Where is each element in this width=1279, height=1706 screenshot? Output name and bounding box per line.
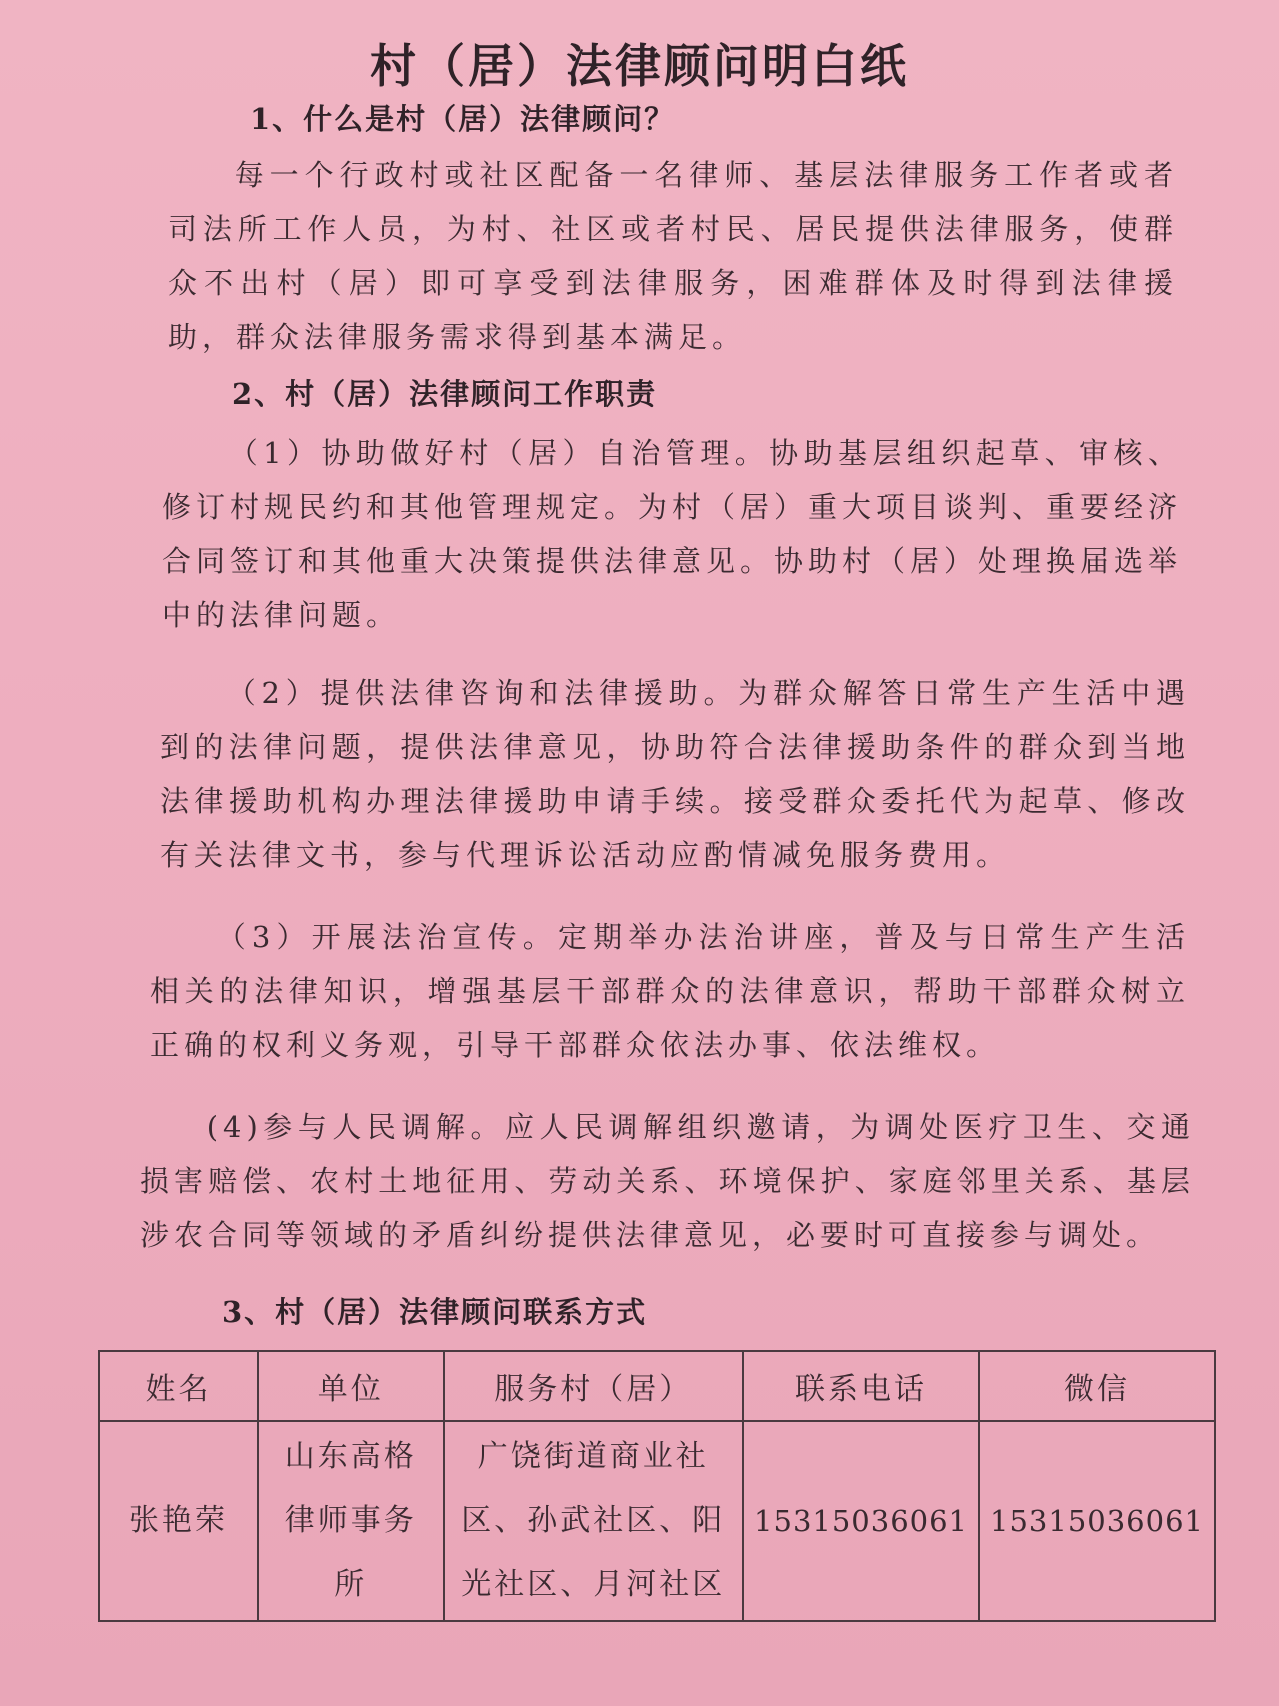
cell-name: 张艳荣 bbox=[99, 1421, 258, 1621]
contact-table bbox=[98, 1350, 1216, 1622]
column-header-phone: 联系电话 bbox=[743, 1351, 979, 1421]
cell-unit: 山东高格律师事务所 bbox=[258, 1421, 444, 1621]
column-header-wechat: 微信 bbox=[979, 1351, 1215, 1421]
paragraph-definition: 每一个行政村或社区配备一名律师、基层法律服务工作者或者司法所工作人员，为村、社区或者村民、居民提供法律服务，使群众不出村（居）即可享受到法律服务，困难群体及时得到法律援助，群众法律服务需求得到基本满足。 bbox=[168, 158, 1178, 354]
cell-service-area: 广饶街道商业社区、孙武社区、阳光社区、月河社区 bbox=[444, 1421, 744, 1621]
paragraph-duty-3: （3）开展法治宣传。定期举办法治讲座，普及与日常生产生活相关的法律知识，增强基层干部群众的法律意识，帮助干部群众树立正确的权利义务观，引导干部群众依法办事、依法维权。 bbox=[150, 920, 1190, 1062]
document-title: 村（居）法律顾问明白纸 bbox=[370, 39, 909, 93]
paragraph-duty-1: （1）协助做好村（居）自治管理。协助基层组织起草、审核、修订村规民约和其他管理规定。为村（居）重大项目谈判、重要经济合同签订和其他重大决策提供法律意见。协助村（居）处理换届选举中的法律问题。 bbox=[162, 436, 1183, 632]
paragraph-duty-2: （2）提供法律咨询和法律援助。为群众解答日常生产生活中遇到的法律问题，提供法律意见，协助符合法律援助条件的群众到当地法律援助机构办理法律援助申请手续。接受群众委托代为起草、修改有关法律文书，参与代理诉讼活动应酌情减免服务费用。 bbox=[160, 676, 1190, 872]
paragraph-duty-4: (4)参与人民调解。应人民调解组织邀请，为调处医疗卫生、交通损害赔偿、农村土地征用、劳动关系、环境保护、家庭邻里关系、基层涉农合同等领域的矛盾纠纷提供法律意见，必要时可直接参与调处。 bbox=[140, 1110, 1195, 1252]
section-heading-what-is: 1、什么是村（居）法律顾问？ bbox=[250, 102, 676, 136]
table-row bbox=[99, 1421, 1215, 1621]
table-header-row bbox=[99, 1351, 1215, 1421]
column-header-name: 姓名 bbox=[99, 1351, 258, 1421]
column-header-service-area: 服务村（居） bbox=[444, 1351, 744, 1421]
column-header-unit: 单位 bbox=[258, 1351, 444, 1421]
section-heading-contact: 3、村（居）法律顾问联系方式 bbox=[222, 1295, 648, 1329]
cell-wechat: 15315036061 bbox=[979, 1421, 1215, 1621]
cell-phone: 15315036061 bbox=[743, 1421, 979, 1621]
section-heading-duties: 2、村（居）法律顾问工作职责 bbox=[232, 377, 658, 411]
